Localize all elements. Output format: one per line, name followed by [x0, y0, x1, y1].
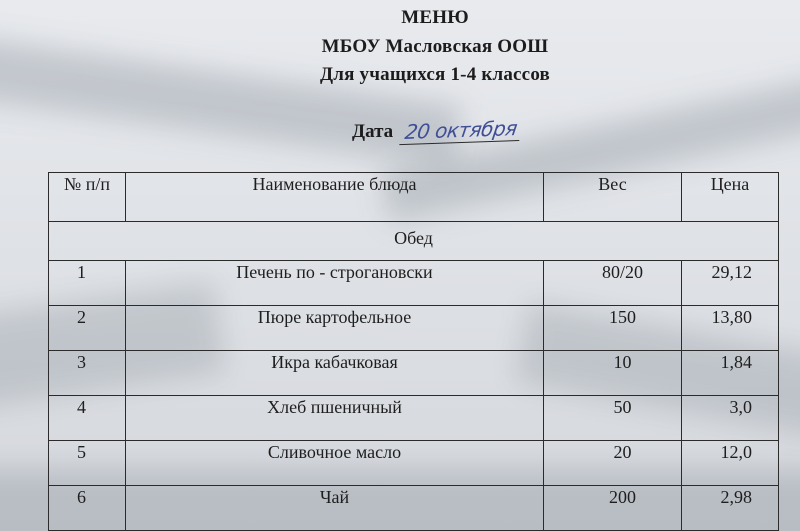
menu-title: МЕНЮ — [401, 7, 469, 28]
dish-price: 3,0 — [682, 396, 779, 441]
row-number: 1 — [49, 261, 126, 306]
dish-name: Икра кабачковая — [126, 351, 544, 396]
header-price: Цена — [682, 173, 779, 222]
menu-table — [48, 172, 779, 531]
dish-price: 1,84 — [682, 351, 779, 396]
dish-weight: 10 — [544, 351, 682, 396]
header-weight: Вес — [544, 173, 682, 222]
dish-name: Пюре картофельное — [126, 306, 544, 351]
dish-weight: 150 — [544, 306, 682, 351]
dish-weight: 50 — [544, 396, 682, 441]
dish-name: Печень по - строгановски — [126, 261, 544, 306]
table-row — [49, 351, 779, 396]
table-row — [49, 441, 779, 486]
dish-price: 29,12 — [682, 261, 779, 306]
row-number: 3 — [49, 351, 126, 396]
dish-weight: 200 — [544, 486, 682, 531]
section-row — [49, 222, 779, 261]
audience-line: Для учащихся 1-4 классов — [319, 64, 551, 85]
table-row — [49, 486, 779, 531]
table-header-row — [49, 173, 779, 222]
table-row — [49, 261, 779, 306]
dish-name: Хлеб пшеничный — [126, 396, 544, 441]
date-line — [352, 115, 521, 145]
dish-price: 2,98 — [682, 486, 779, 531]
header-number: № п/п — [49, 173, 126, 222]
dish-name: Чай — [126, 486, 544, 531]
header-name: Наименование блюда — [126, 173, 544, 222]
table-row — [49, 306, 779, 351]
dish-weight: 20 — [544, 441, 682, 486]
date-label: Дата — [352, 121, 394, 142]
school-name: МБОУ Масловская ООШ — [321, 36, 549, 57]
dish-price: 13,80 — [682, 306, 779, 351]
row-number: 2 — [49, 306, 126, 351]
dish-name: Сливочное масло — [126, 441, 544, 486]
row-number: 6 — [49, 486, 126, 531]
row-number: 4 — [49, 396, 126, 441]
row-number: 5 — [49, 441, 126, 486]
date-handwritten: 20 октября — [399, 116, 522, 145]
dish-price: 12,0 — [682, 441, 779, 486]
dish-weight: 80/20 — [544, 261, 682, 306]
table-row — [49, 396, 779, 441]
section-title: Обед — [49, 222, 779, 261]
